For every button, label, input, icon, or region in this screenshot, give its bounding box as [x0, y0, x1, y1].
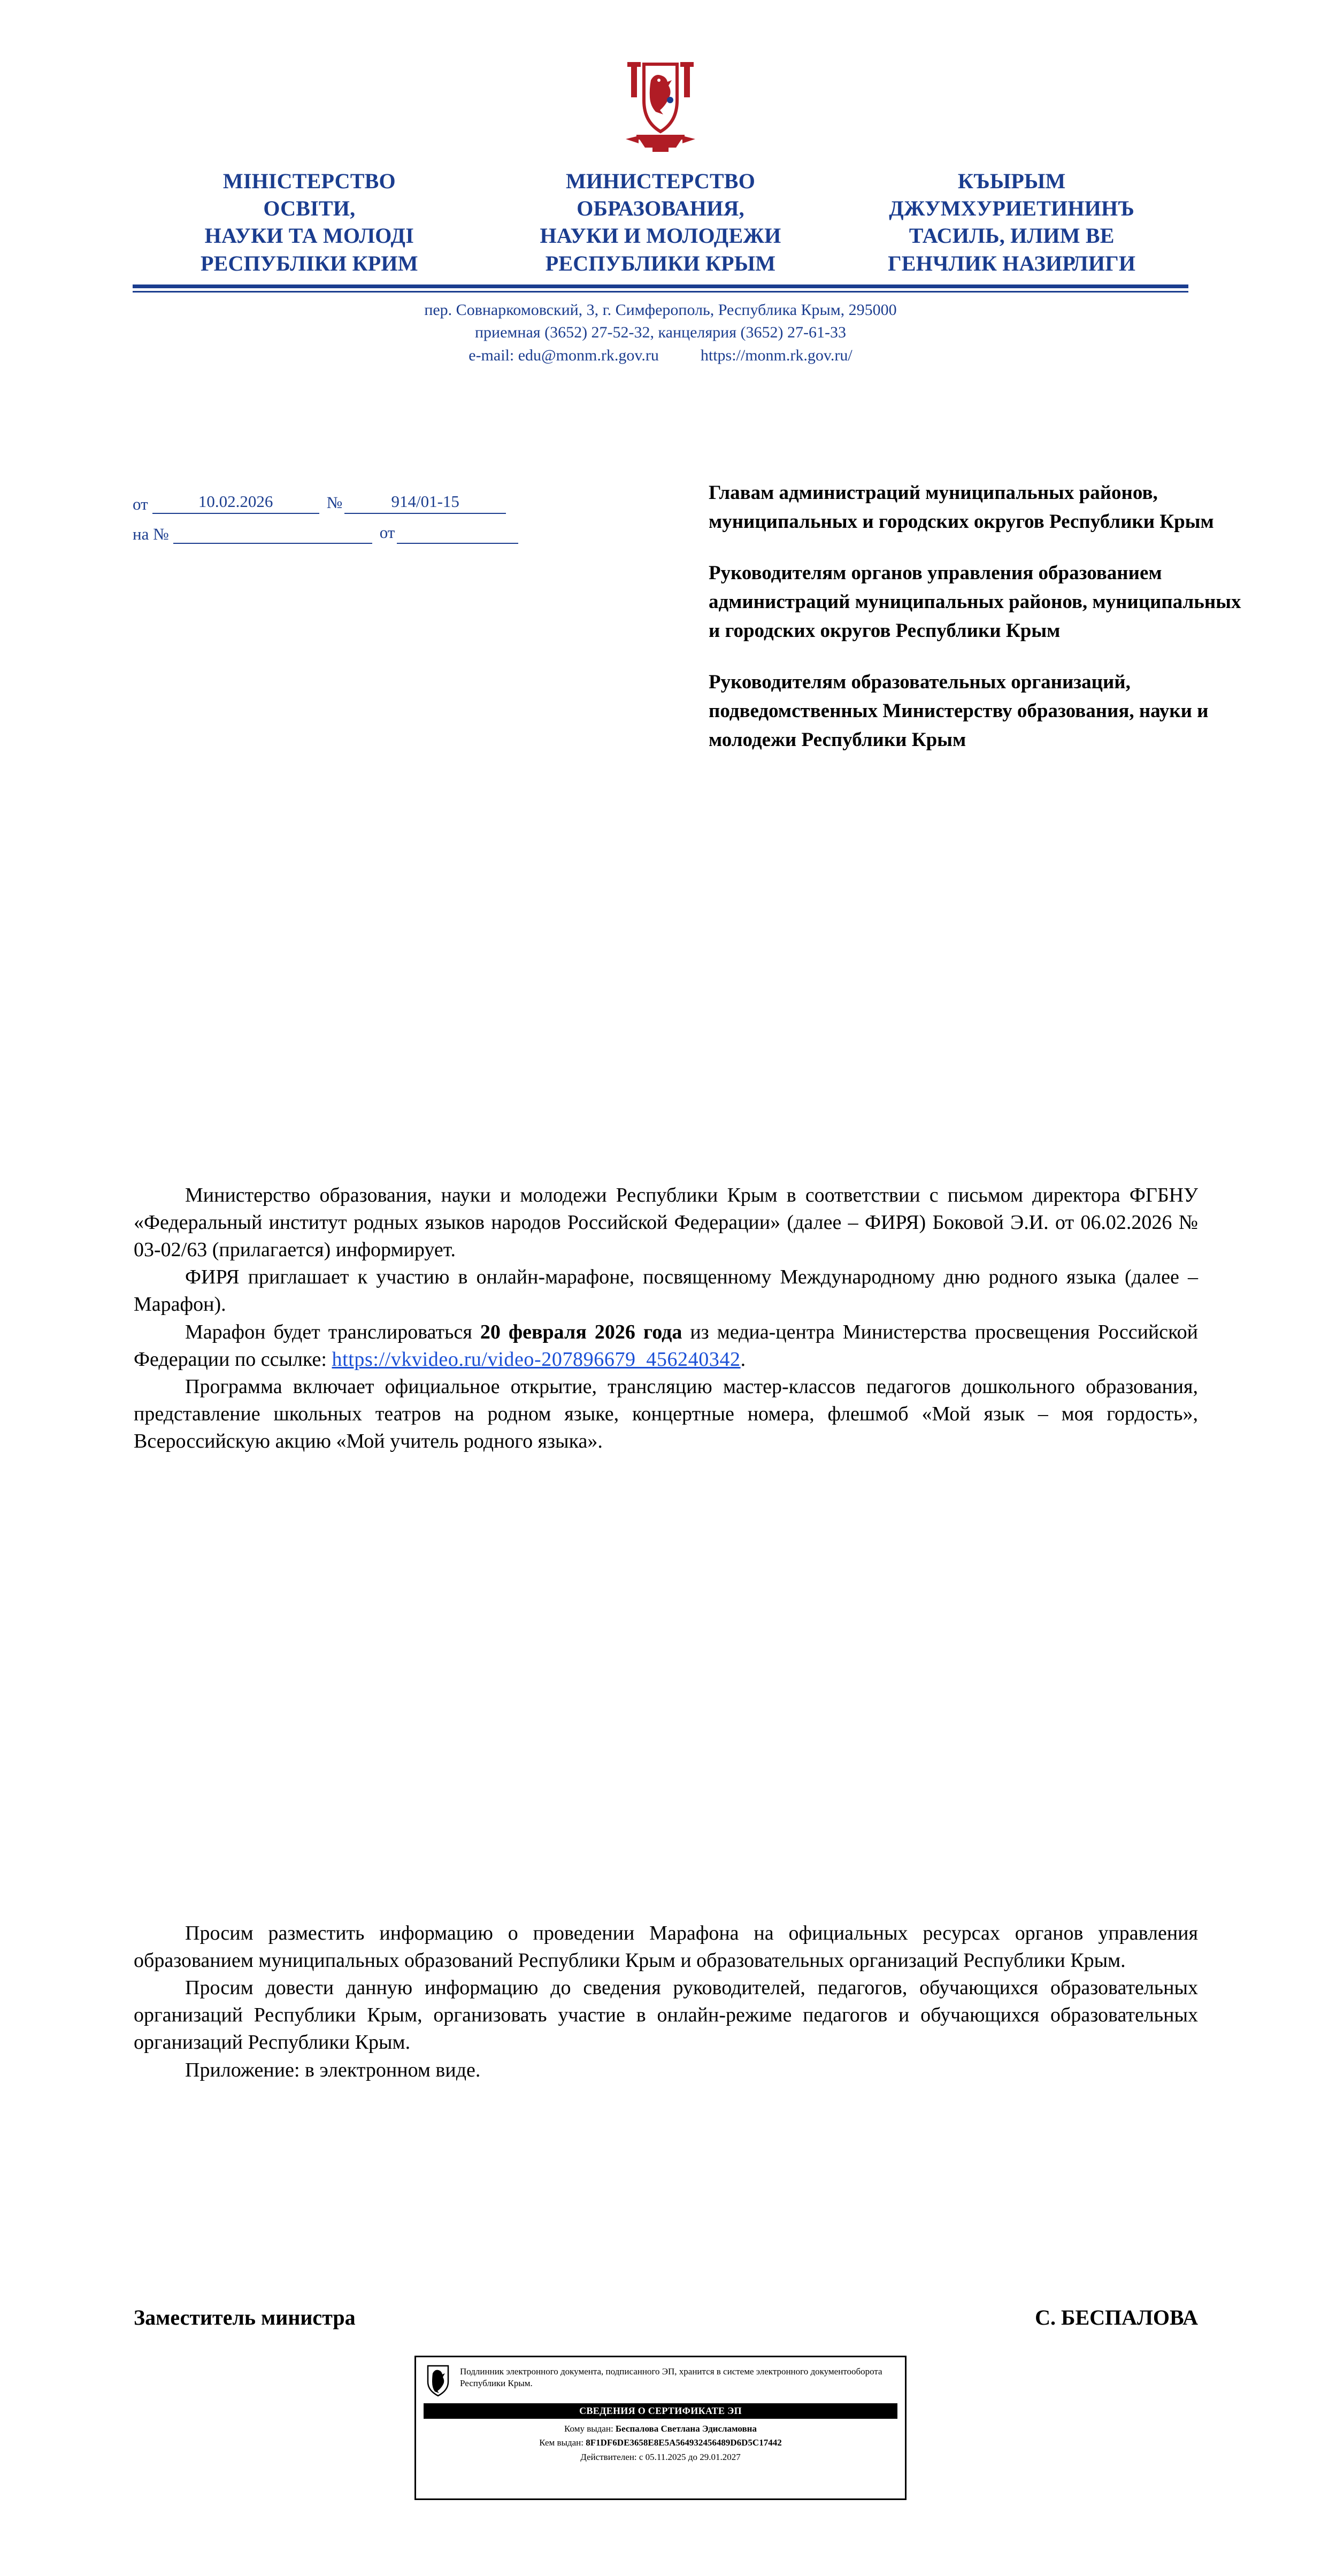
divider-thick — [133, 284, 1188, 288]
stamp-issued-to-row — [424, 2423, 897, 2435]
stamp-bar-title: СВЕДЕНИЯ О СЕРТИФИКАТЕ ЭП — [424, 2403, 897, 2419]
ministry-name-russian: МИНИСТЕРСТВО ОБРАЗОВАНИЯ, НАУКИ И МОЛОДЕЖИ РЕСПУБЛИКИ КРЫМ — [540, 169, 781, 275]
postal-address: пер. Совнаркомовский, 3, г. Симферополь, Республика Крым, 295000 — [424, 301, 897, 319]
ministry-names-row — [0, 167, 1321, 277]
number-label: № — [326, 493, 343, 512]
website-link[interactable]: https://monm.rk.gov.ru/ — [700, 346, 852, 364]
stamp-issued-by-row — [424, 2437, 897, 2449]
divider-thin — [133, 291, 1188, 293]
from-date-value: 10.02.2026 — [152, 492, 319, 514]
letter-body-bottom — [134, 1920, 1198, 2084]
reference-block — [133, 484, 667, 544]
ministry-name-crimean-tatar: КЪЫРЫМ ДЖУМХУРИЕТИНИНЪ ТАСИЛЬ, ИЛИМ ВЕ ГЕНЧЛИК НАЗИРЛИГИ — [888, 169, 1136, 275]
ministry-name-ukrainian: МІНІСТЕРСТВО ОСВІТИ, НАУКИ ТА МОЛОДІ РЕСПУБЛІКИ КРИМ — [200, 169, 418, 275]
email-address[interactable]: e-mail: edu@monm.rk.gov.ru — [469, 346, 659, 364]
signer-name: С. БЕСПАЛОВА — [1035, 2305, 1198, 2329]
signature-block — [134, 2305, 1198, 2330]
addressee-item-1: Главам администраций муниципальных районов, муниципальных и городских округов Республики Крым — [709, 482, 1214, 533]
letter-body-top — [134, 1182, 1198, 1455]
body-paragraph-1: Министерство образования, науки и молодежи Республики Крым в соответствии с письмом директора ФГБНУ «Федеральный институт родных языков народов Российской Федерации» (далее – ФИРЯ) Боковой Э.И. от 06.02.2026 № 03-02/63 (прилагается) информирует. — [134, 1184, 1198, 1262]
stamp-valid-row — [424, 2451, 897, 2463]
stamp-valid-value: с 05.11.2025 до 29.01.2027 — [639, 2451, 741, 2462]
body-paragraph-5: Просим разместить информацию о проведении Марафона на официальных ресурсах органов управления образованием муниципальных образований Республики Крым и образовательных организаций Республики Крым. — [134, 1922, 1198, 1972]
number-value: 914/01-15 — [344, 492, 506, 514]
p3-text-after: из медиа-центра Министерства просвещения Российской Федерации по ссылке: — [134, 1320, 1198, 1371]
on-number-value — [173, 522, 372, 544]
body-paragraph-6: Просим довести данную информацию до сведения руководителей, педагогов, обучающихся образовательных организаций Республики Крым, организовать участие в онлайн-режиме педагогов и обучающихся образовательных организаций Республики Крым. — [134, 1977, 1198, 2054]
p3-text-before: Марафон будет транслироваться — [185, 1320, 480, 1343]
stamp-issued-by-label: Кем выдан: — [539, 2437, 583, 2448]
coat-of-arms-icon — [620, 59, 701, 158]
on-from-value — [397, 522, 518, 544]
header-divider — [133, 284, 1188, 293]
incoming-reference-line — [133, 514, 667, 544]
letterhead — [0, 59, 1321, 367]
stamp-issued-to-label: Кому выдан: — [564, 2424, 613, 2434]
from-label: от — [133, 495, 148, 513]
stamp-issued-to-value: Беспалова Светлана Эдисламовна — [615, 2424, 757, 2434]
on-from-label: от — [379, 523, 395, 542]
on-number-label: на № — [133, 525, 169, 543]
stamp-intro-text: Подлинник электронного документа, подписанного ЭП, хранится в системе электронного документооборота Республики Крым. — [460, 2366, 882, 2389]
stamp-coat-of-arms-icon — [424, 2364, 452, 2398]
contact-info — [0, 299, 1321, 367]
signer-position: Заместитель министра — [134, 2305, 356, 2329]
addressee-block — [709, 479, 1249, 755]
addressee-item-2: Руководителям органов управления образованием администраций муниципальных районов, муниципальных и городских округов Республики Крым — [709, 562, 1241, 642]
digital-signature-stamp — [414, 2356, 907, 2500]
broadcast-link[interactable]: https://vkvideo.ru/video-207896679_456240342 — [332, 1348, 741, 1371]
addressee-item-3: Руководителям образовательных организаций, подведомственных Министерству образования, науки и молодежи Республики Крым — [709, 671, 1209, 751]
stamp-issued-by-value: 8F1DF6DE3658E8E5A564932456489D6D5C17442 — [586, 2437, 782, 2448]
phone-numbers: приемная (3652) 27-52-32, канцелярия (3652) 27-61-33 — [475, 324, 846, 342]
outgoing-reference-line — [133, 484, 667, 514]
body-paragraph-7: Приложение: в электронном виде. — [185, 2058, 481, 2081]
body-paragraph-2: ФИРЯ приглашает к участию в онлайн-марафоне, посвященному Международному дню родного языка (далее – Марафон). — [134, 1266, 1198, 1316]
stamp-valid-label: Действителен: — [580, 2451, 637, 2462]
p3-period: . — [740, 1348, 746, 1371]
body-paragraph-4: Программа включает официальное открытие, трансляцию мастер-классов педагогов дошкольного образования, представление школьных театров на родном языке, концертные номера, флешмоб «Мой язык – моя гордость», Всероссийскую акцию «Мой учитель родного языка». — [134, 1375, 1198, 1452]
broadcast-date: 20 февраля 2026 года — [480, 1320, 682, 1343]
body-paragraph-3 — [134, 1319, 1198, 1373]
